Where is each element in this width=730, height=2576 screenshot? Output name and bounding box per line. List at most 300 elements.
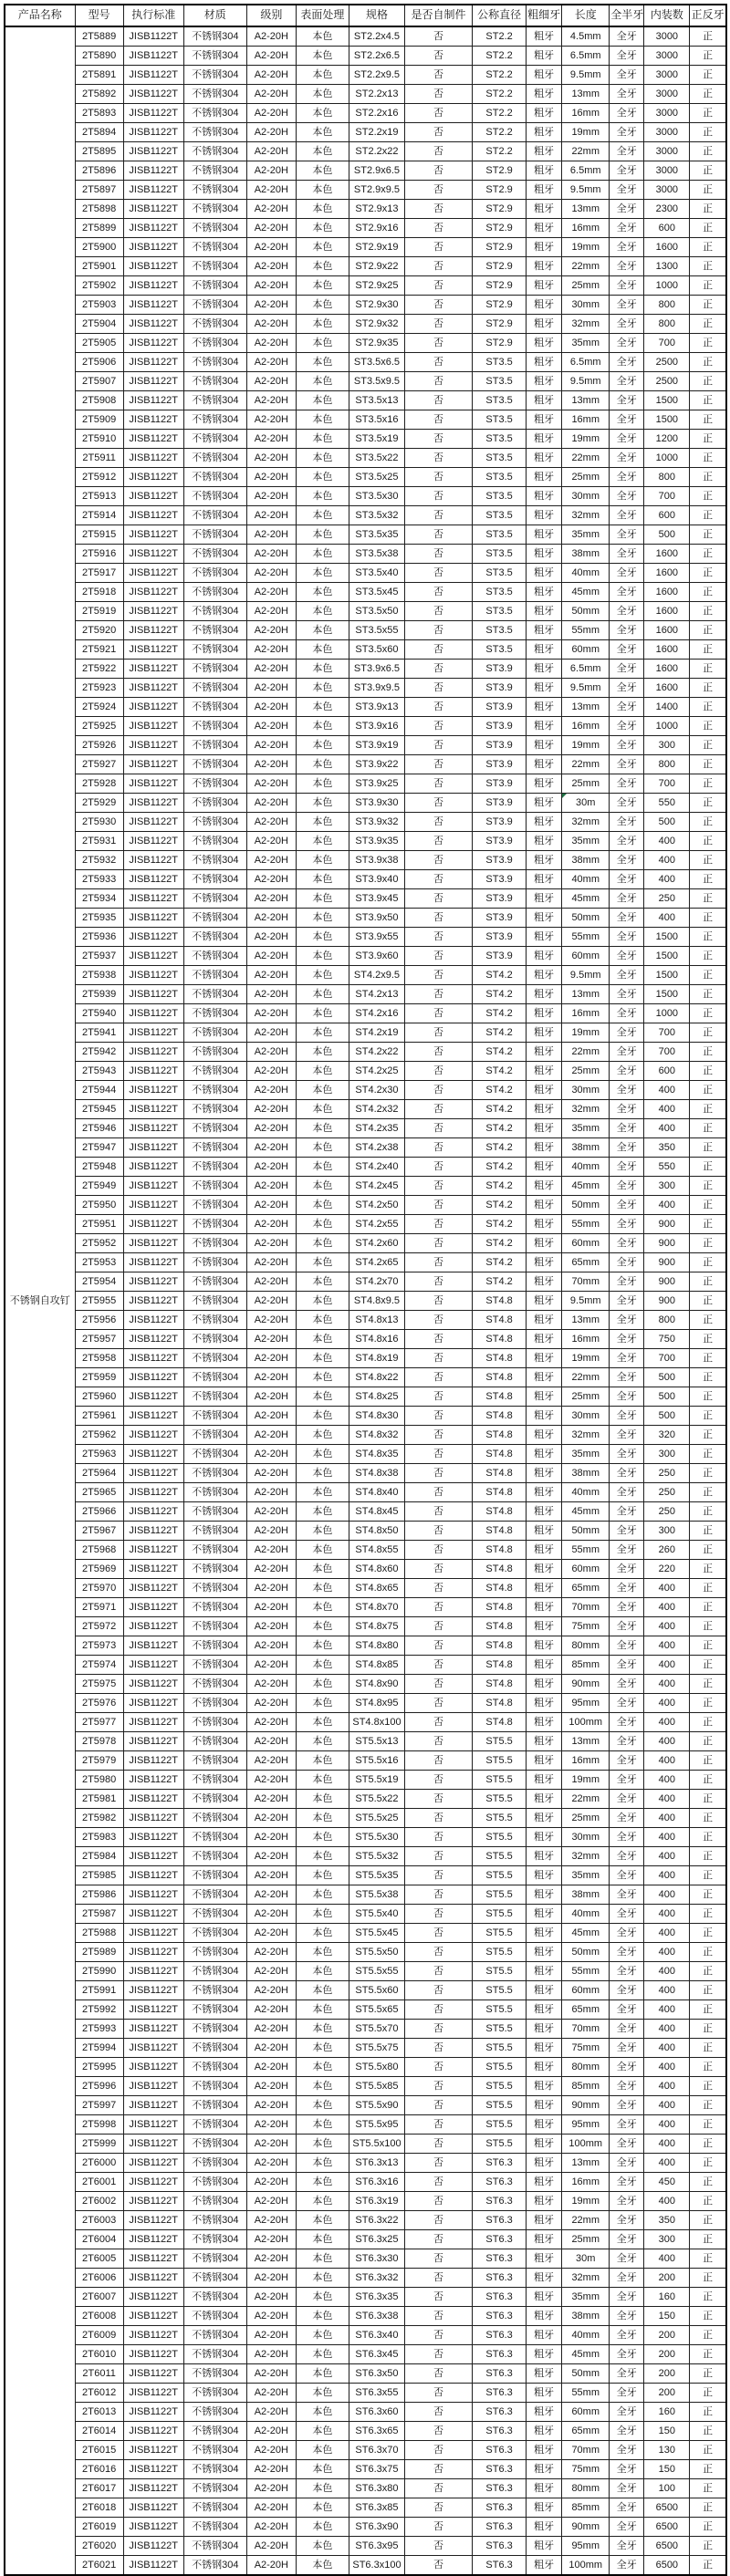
surface-cell: 本色 bbox=[296, 1694, 349, 1713]
table-row bbox=[5, 2077, 726, 2096]
length-cell: 22mm bbox=[562, 449, 610, 468]
surface-cell: 本色 bbox=[296, 1790, 349, 1809]
table-row bbox=[5, 430, 726, 449]
inner-count-cell: 350 bbox=[644, 1138, 690, 1158]
table-row bbox=[5, 410, 726, 430]
material-cell: 不锈钢304 bbox=[183, 372, 246, 391]
standard-cell: JISB1122T bbox=[123, 1043, 183, 1062]
self-made-cell: 否 bbox=[405, 1100, 473, 1119]
spec-cell: ST2.9x35 bbox=[349, 334, 404, 353]
direction-cell: 正 bbox=[690, 2479, 726, 2498]
length-cell: 70mm bbox=[562, 2441, 610, 2460]
self-made-cell: 否 bbox=[405, 660, 473, 679]
spec-cell: ST6.3x75 bbox=[349, 2460, 404, 2479]
surface-cell: 本色 bbox=[296, 1119, 349, 1138]
self-made-cell: 否 bbox=[405, 545, 473, 564]
grade-cell: A2-20H bbox=[246, 1981, 296, 2000]
material-cell: 不锈钢304 bbox=[183, 430, 246, 449]
length-cell: 60mm bbox=[562, 1234, 610, 1253]
diameter-cell: ST4.2 bbox=[473, 1158, 527, 1177]
thread-pitch-cell: 粗牙 bbox=[527, 602, 562, 621]
full-thread-cell: 全牙 bbox=[610, 1445, 644, 1464]
standard-cell: JISB1122T bbox=[123, 449, 183, 468]
spec-cell: ST3.9x6.5 bbox=[349, 660, 404, 679]
grade-cell: A2-20H bbox=[246, 1081, 296, 1100]
spec-cell: ST6.3x90 bbox=[349, 2518, 404, 2537]
self-made-cell: 否 bbox=[405, 104, 473, 123]
material-cell: 不锈钢304 bbox=[183, 1138, 246, 1158]
thread-pitch-cell: 粗牙 bbox=[527, 506, 562, 525]
inner-count-cell: 100 bbox=[644, 2479, 690, 2498]
diameter-cell: ST6.3 bbox=[473, 2556, 527, 2576]
table-row bbox=[5, 26, 726, 47]
self-made-cell: 否 bbox=[405, 1866, 473, 1885]
spec-cell: ST5.5x25 bbox=[349, 1809, 404, 1828]
material-cell: 不锈钢304 bbox=[183, 545, 246, 564]
model-cell: 2T5958 bbox=[75, 1349, 123, 1368]
grade-cell: A2-20H bbox=[246, 47, 296, 66]
thread-pitch-cell: 粗牙 bbox=[527, 1043, 562, 1062]
diameter-cell: ST4.8 bbox=[473, 1311, 527, 1330]
table-header-row bbox=[5, 5, 726, 26]
diameter-cell: ST5.5 bbox=[473, 2135, 527, 2154]
material-cell: 不锈钢304 bbox=[183, 774, 246, 794]
thread-pitch-cell: 粗牙 bbox=[527, 583, 562, 602]
length-cell: 100mm bbox=[562, 2556, 610, 2576]
thread-pitch-cell: 粗牙 bbox=[527, 2537, 562, 2556]
length-cell: 22mm bbox=[562, 755, 610, 774]
inner-count-cell: 400 bbox=[644, 1962, 690, 1981]
grade-cell: A2-20H bbox=[246, 1062, 296, 1081]
diameter-cell: ST5.5 bbox=[473, 1771, 527, 1790]
grade-cell: A2-20H bbox=[246, 545, 296, 564]
spec-cell: ST5.5x40 bbox=[349, 1905, 404, 1924]
full-thread-cell: 全牙 bbox=[610, 2326, 644, 2345]
full-thread-cell: 全牙 bbox=[610, 1407, 644, 1426]
material-cell: 不锈钢304 bbox=[183, 449, 246, 468]
model-cell: 2T5988 bbox=[75, 1924, 123, 1943]
standard-cell: JISB1122T bbox=[123, 161, 183, 181]
standard-cell: JISB1122T bbox=[123, 717, 183, 736]
direction-cell: 正 bbox=[690, 698, 726, 717]
length-cell: 55mm bbox=[562, 1541, 610, 1560]
length-cell: 85mm bbox=[562, 2498, 610, 2518]
model-cell: 2T5941 bbox=[75, 1023, 123, 1043]
self-made-cell: 否 bbox=[405, 1062, 473, 1081]
standard-cell: JISB1122T bbox=[123, 1809, 183, 1828]
material-cell: 不锈钢304 bbox=[183, 1483, 246, 1502]
model-cell: 2T5944 bbox=[75, 1081, 123, 1100]
column-header: 粗细牙 bbox=[527, 5, 562, 26]
surface-cell: 本色 bbox=[296, 2000, 349, 2020]
diameter-cell: ST4.8 bbox=[473, 1368, 527, 1387]
direction-cell: 正 bbox=[690, 1100, 726, 1119]
spec-cell: ST5.5x55 bbox=[349, 1962, 404, 1981]
self-made-cell: 否 bbox=[405, 1177, 473, 1196]
diameter-cell: ST3.9 bbox=[473, 736, 527, 755]
self-made-cell: 否 bbox=[405, 47, 473, 66]
full-thread-cell: 全牙 bbox=[610, 2269, 644, 2288]
model-cell: 2T5996 bbox=[75, 2077, 123, 2096]
grade-cell: A2-20H bbox=[246, 2000, 296, 2020]
length-cell: 90mm bbox=[562, 2518, 610, 2537]
inner-count-cell: 500 bbox=[644, 1407, 690, 1426]
material-cell: 不锈钢304 bbox=[183, 2537, 246, 2556]
material-cell: 不锈钢304 bbox=[183, 755, 246, 774]
surface-cell: 本色 bbox=[296, 2364, 349, 2384]
diameter-cell: ST4.2 bbox=[473, 1100, 527, 1119]
spec-cell: ST3.9x40 bbox=[349, 870, 404, 889]
diameter-cell: ST2.9 bbox=[473, 315, 527, 334]
self-made-cell: 否 bbox=[405, 1905, 473, 1924]
material-cell: 不锈钢304 bbox=[183, 602, 246, 621]
material-cell: 不锈钢304 bbox=[183, 2058, 246, 2077]
grade-cell: A2-20H bbox=[246, 1445, 296, 1464]
length-cell: 80mm bbox=[562, 2058, 610, 2077]
diameter-cell: ST3.9 bbox=[473, 889, 527, 909]
grade-cell: A2-20H bbox=[246, 774, 296, 794]
full-thread-cell: 全牙 bbox=[610, 47, 644, 66]
thread-pitch-cell: 粗牙 bbox=[527, 2288, 562, 2307]
model-cell: 2T5978 bbox=[75, 1732, 123, 1751]
inner-count-cell: 6500 bbox=[644, 2537, 690, 2556]
grade-cell: A2-20H bbox=[246, 276, 296, 296]
full-thread-cell: 全牙 bbox=[610, 1809, 644, 1828]
model-cell: 2T5962 bbox=[75, 1426, 123, 1445]
model-cell: 2T5904 bbox=[75, 315, 123, 334]
length-cell: 32mm bbox=[562, 315, 610, 334]
surface-cell: 本色 bbox=[296, 1713, 349, 1732]
thread-pitch-cell: 粗牙 bbox=[527, 966, 562, 985]
table-row bbox=[5, 506, 726, 525]
self-made-cell: 否 bbox=[405, 985, 473, 1004]
length-cell: 6.5mm bbox=[562, 660, 610, 679]
diameter-cell: ST4.2 bbox=[473, 1138, 527, 1158]
grade-cell: A2-20H bbox=[246, 487, 296, 506]
surface-cell: 本色 bbox=[296, 698, 349, 717]
diameter-cell: ST6.3 bbox=[473, 2230, 527, 2249]
thread-pitch-cell: 粗牙 bbox=[527, 1426, 562, 1445]
direction-cell: 正 bbox=[690, 717, 726, 736]
self-made-cell: 否 bbox=[405, 468, 473, 487]
direction-cell: 正 bbox=[690, 1617, 726, 1636]
thread-pitch-cell: 粗牙 bbox=[527, 832, 562, 851]
self-made-cell: 否 bbox=[405, 2384, 473, 2403]
spec-cell: ST6.3x13 bbox=[349, 2154, 404, 2173]
length-cell: 9.5mm bbox=[562, 181, 610, 200]
surface-cell: 本色 bbox=[296, 1311, 349, 1330]
thread-pitch-cell: 粗牙 bbox=[527, 1790, 562, 1809]
inner-count-cell: 300 bbox=[644, 1177, 690, 1196]
grade-cell: A2-20H bbox=[246, 1387, 296, 1407]
self-made-cell: 否 bbox=[405, 66, 473, 85]
surface-cell: 本色 bbox=[296, 2096, 349, 2115]
table-row bbox=[5, 1790, 726, 1809]
spec-cell: ST5.5x85 bbox=[349, 2077, 404, 2096]
full-thread-cell: 全牙 bbox=[610, 123, 644, 142]
surface-cell: 本色 bbox=[296, 794, 349, 813]
material-cell: 不锈钢304 bbox=[183, 2384, 246, 2403]
surface-cell: 本色 bbox=[296, 832, 349, 851]
direction-cell: 正 bbox=[690, 660, 726, 679]
length-cell: 55mm bbox=[562, 1962, 610, 1981]
model-cell: 2T5929 bbox=[75, 794, 123, 813]
surface-cell: 本色 bbox=[296, 1962, 349, 1981]
self-made-cell: 否 bbox=[405, 1943, 473, 1962]
thread-pitch-cell: 粗牙 bbox=[527, 2345, 562, 2364]
standard-cell: JISB1122T bbox=[123, 2020, 183, 2039]
diameter-cell: ST6.3 bbox=[473, 2154, 527, 2173]
length-cell: 9.5mm bbox=[562, 66, 610, 85]
inner-count-cell: 400 bbox=[644, 2135, 690, 2154]
diameter-cell: ST4.8 bbox=[473, 1636, 527, 1656]
diameter-cell: ST3.9 bbox=[473, 909, 527, 928]
length-cell: 25mm bbox=[562, 1809, 610, 1828]
table-row bbox=[5, 1081, 726, 1100]
thread-pitch-cell: 粗牙 bbox=[527, 545, 562, 564]
standard-cell: JISB1122T bbox=[123, 1847, 183, 1866]
thread-pitch-cell: 粗牙 bbox=[527, 1292, 562, 1311]
table-row bbox=[5, 2498, 726, 2518]
model-cell: 2T5919 bbox=[75, 602, 123, 621]
grade-cell: A2-20H bbox=[246, 2135, 296, 2154]
standard-cell: JISB1122T bbox=[123, 372, 183, 391]
grade-cell: A2-20H bbox=[246, 1330, 296, 1349]
inner-count-cell: 900 bbox=[644, 1292, 690, 1311]
surface-cell: 本色 bbox=[296, 640, 349, 660]
spec-cell: ST5.5x38 bbox=[349, 1885, 404, 1905]
direction-cell: 正 bbox=[690, 1119, 726, 1138]
length-cell: 13mm bbox=[562, 698, 610, 717]
column-header: 全半牙 bbox=[610, 5, 644, 26]
standard-cell: JISB1122T bbox=[123, 1426, 183, 1445]
table-row bbox=[5, 468, 726, 487]
thread-pitch-cell: 粗牙 bbox=[527, 1828, 562, 1847]
model-cell: 2T5936 bbox=[75, 928, 123, 947]
full-thread-cell: 全牙 bbox=[610, 698, 644, 717]
surface-cell: 本色 bbox=[296, 1656, 349, 1675]
material-cell: 不锈钢304 bbox=[183, 2422, 246, 2441]
spec-cell: ST4.8x95 bbox=[349, 1694, 404, 1713]
diameter-cell: ST3.5 bbox=[473, 545, 527, 564]
surface-cell: 本色 bbox=[296, 1138, 349, 1158]
standard-cell: JISB1122T bbox=[123, 2154, 183, 2173]
full-thread-cell: 全牙 bbox=[610, 468, 644, 487]
standard-cell: JISB1122T bbox=[123, 545, 183, 564]
table-row bbox=[5, 1502, 726, 1522]
grade-cell: A2-20H bbox=[246, 2326, 296, 2345]
direction-cell: 正 bbox=[690, 832, 726, 851]
table-row bbox=[5, 1751, 726, 1771]
standard-cell: JISB1122T bbox=[123, 1445, 183, 1464]
model-cell: 2T5920 bbox=[75, 621, 123, 640]
inner-count-cell: 150 bbox=[644, 2460, 690, 2479]
surface-cell: 本色 bbox=[296, 391, 349, 410]
grade-cell: A2-20H bbox=[246, 2020, 296, 2039]
direction-cell: 正 bbox=[690, 1292, 726, 1311]
spec-cell: ST3.9x9.5 bbox=[349, 679, 404, 698]
spec-cell: ST3.5x25 bbox=[349, 468, 404, 487]
grade-cell: A2-20H bbox=[246, 1502, 296, 1522]
direction-cell: 正 bbox=[690, 755, 726, 774]
length-cell: 19mm bbox=[562, 123, 610, 142]
diameter-cell: ST3.5 bbox=[473, 564, 527, 583]
spec-cell: ST4.8x90 bbox=[349, 1675, 404, 1694]
thread-pitch-cell: 粗牙 bbox=[527, 736, 562, 755]
length-cell: 65mm bbox=[562, 2422, 610, 2441]
direction-cell: 正 bbox=[690, 2020, 726, 2039]
model-cell: 2T5987 bbox=[75, 1905, 123, 1924]
inner-count-cell: 400 bbox=[644, 1713, 690, 1732]
self-made-cell: 否 bbox=[405, 2039, 473, 2058]
spec-cell: ST4.2x40 bbox=[349, 1158, 404, 1177]
diameter-cell: ST2.9 bbox=[473, 181, 527, 200]
model-cell: 2T6008 bbox=[75, 2307, 123, 2326]
model-cell: 2T6004 bbox=[75, 2230, 123, 2249]
diameter-cell: ST5.5 bbox=[473, 2039, 527, 2058]
table-row bbox=[5, 755, 726, 774]
table-body bbox=[5, 26, 726, 2575]
full-thread-cell: 全牙 bbox=[610, 1694, 644, 1713]
grade-cell: A2-20H bbox=[246, 1636, 296, 1656]
inner-count-cell: 400 bbox=[644, 1579, 690, 1598]
inner-count-cell: 400 bbox=[644, 2192, 690, 2211]
standard-cell: JISB1122T bbox=[123, 238, 183, 257]
spec-cell: ST5.5x80 bbox=[349, 2058, 404, 2077]
table-row bbox=[5, 1119, 726, 1138]
table-row bbox=[5, 2211, 726, 2230]
full-thread-cell: 全牙 bbox=[610, 449, 644, 468]
grade-cell: A2-20H bbox=[246, 660, 296, 679]
direction-cell: 正 bbox=[690, 870, 726, 889]
grade-cell: A2-20H bbox=[246, 1407, 296, 1426]
table-row bbox=[5, 2173, 726, 2192]
direction-cell: 正 bbox=[690, 1023, 726, 1043]
diameter-cell: ST3.5 bbox=[473, 449, 527, 468]
material-cell: 不锈钢304 bbox=[183, 2154, 246, 2173]
surface-cell: 本色 bbox=[296, 2230, 349, 2249]
material-cell: 不锈钢304 bbox=[183, 47, 246, 66]
thread-pitch-cell: 粗牙 bbox=[527, 947, 562, 966]
inner-count-cell: 300 bbox=[644, 1522, 690, 1541]
grade-cell: A2-20H bbox=[246, 1847, 296, 1866]
grade-cell: A2-20H bbox=[246, 1215, 296, 1234]
direction-cell: 正 bbox=[690, 774, 726, 794]
spec-cell: ST3.5x13 bbox=[349, 391, 404, 410]
self-made-cell: 否 bbox=[405, 2518, 473, 2537]
column-header: 正反牙 bbox=[690, 5, 726, 26]
grade-cell: A2-20H bbox=[246, 391, 296, 410]
standard-cell: JISB1122T bbox=[123, 774, 183, 794]
diameter-cell: ST2.2 bbox=[473, 123, 527, 142]
direction-cell: 正 bbox=[690, 813, 726, 832]
self-made-cell: 否 bbox=[405, 1522, 473, 1541]
model-cell: 2T5961 bbox=[75, 1407, 123, 1426]
thread-pitch-cell: 粗牙 bbox=[527, 219, 562, 238]
length-cell: 70mm bbox=[562, 1272, 610, 1292]
spec-cell: ST3.9x55 bbox=[349, 928, 404, 947]
full-thread-cell: 全牙 bbox=[610, 2498, 644, 2518]
standard-cell: JISB1122T bbox=[123, 66, 183, 85]
grade-cell: A2-20H bbox=[246, 2364, 296, 2384]
diameter-cell: ST4.8 bbox=[473, 1694, 527, 1713]
diameter-cell: ST4.8 bbox=[473, 1407, 527, 1426]
inner-count-cell: 6500 bbox=[644, 2556, 690, 2576]
inner-count-cell: 1000 bbox=[644, 1004, 690, 1023]
full-thread-cell: 全牙 bbox=[610, 909, 644, 928]
length-cell: 80mm bbox=[562, 1636, 610, 1656]
model-cell: 2T5892 bbox=[75, 85, 123, 104]
surface-cell: 本色 bbox=[296, 1522, 349, 1541]
direction-cell: 正 bbox=[690, 66, 726, 85]
direction-cell: 正 bbox=[690, 602, 726, 621]
direction-cell: 正 bbox=[690, 1713, 726, 1732]
standard-cell: JISB1122T bbox=[123, 1656, 183, 1675]
standard-cell: JISB1122T bbox=[123, 1215, 183, 1234]
diameter-cell: ST5.5 bbox=[473, 1866, 527, 1885]
grade-cell: A2-20H bbox=[246, 315, 296, 334]
full-thread-cell: 全牙 bbox=[610, 1081, 644, 1100]
spec-cell: ST6.3x35 bbox=[349, 2288, 404, 2307]
standard-cell: JISB1122T bbox=[123, 2479, 183, 2498]
material-cell: 不锈钢304 bbox=[183, 794, 246, 813]
full-thread-cell: 全牙 bbox=[610, 1924, 644, 1943]
table-row bbox=[5, 1636, 726, 1656]
surface-cell: 本色 bbox=[296, 2211, 349, 2230]
model-cell: 2T5933 bbox=[75, 870, 123, 889]
thread-pitch-cell: 粗牙 bbox=[527, 2269, 562, 2288]
material-cell: 不锈钢304 bbox=[183, 276, 246, 296]
self-made-cell: 否 bbox=[405, 1541, 473, 1560]
material-cell: 不锈钢304 bbox=[183, 26, 246, 47]
length-cell-comment-flag: 30m bbox=[562, 794, 610, 813]
column-header: 规格 bbox=[349, 5, 404, 26]
inner-count-cell: 300 bbox=[644, 736, 690, 755]
grade-cell: A2-20H bbox=[246, 640, 296, 660]
grade-cell: A2-20H bbox=[246, 1100, 296, 1119]
spec-cell: ST6.3x30 bbox=[349, 2249, 404, 2269]
thread-pitch-cell: 粗牙 bbox=[527, 1407, 562, 1426]
material-cell: 不锈钢304 bbox=[183, 1885, 246, 1905]
standard-cell: JISB1122T bbox=[123, 1579, 183, 1598]
thread-pitch-cell: 粗牙 bbox=[527, 794, 562, 813]
full-thread-cell: 全牙 bbox=[610, 181, 644, 200]
full-thread-cell: 全牙 bbox=[610, 545, 644, 564]
inner-count-cell: 200 bbox=[644, 2364, 690, 2384]
self-made-cell: 否 bbox=[405, 142, 473, 161]
standard-cell: JISB1122T bbox=[123, 1981, 183, 2000]
length-cell: 55mm bbox=[562, 2384, 610, 2403]
material-cell: 不锈钢304 bbox=[183, 1636, 246, 1656]
thread-pitch-cell: 粗牙 bbox=[527, 985, 562, 1004]
material-cell: 不锈钢304 bbox=[183, 966, 246, 985]
self-made-cell: 否 bbox=[405, 219, 473, 238]
self-made-cell: 否 bbox=[405, 1292, 473, 1311]
diameter-cell: ST5.5 bbox=[473, 1828, 527, 1847]
spec-cell: ST3.9x13 bbox=[349, 698, 404, 717]
material-cell: 不锈钢304 bbox=[183, 2249, 246, 2269]
model-cell: 2T5918 bbox=[75, 583, 123, 602]
inner-count-cell: 400 bbox=[644, 1924, 690, 1943]
full-thread-cell: 全牙 bbox=[610, 1905, 644, 1924]
length-cell: 30mm bbox=[562, 1828, 610, 1847]
model-cell: 2T5917 bbox=[75, 564, 123, 583]
inner-count-cell: 200 bbox=[644, 2384, 690, 2403]
thread-pitch-cell: 粗牙 bbox=[527, 26, 562, 47]
direction-cell: 正 bbox=[690, 1081, 726, 1100]
inner-count-cell: 800 bbox=[644, 315, 690, 334]
length-cell: 55mm bbox=[562, 1215, 610, 1234]
